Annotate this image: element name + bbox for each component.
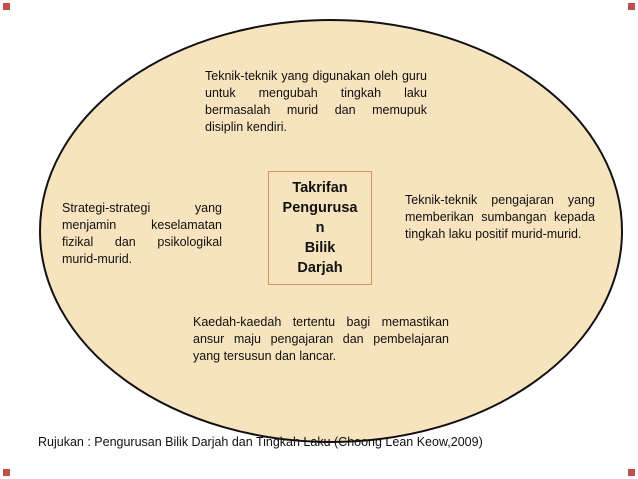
- center-title: Takrifan Pengurusa n Bilik Darjah: [282, 180, 358, 276]
- reference-citation: Rujukan : Pengurusan Bilik Darjah dan Tingkah Laku (Choong Lean Keow,2009): [38, 435, 483, 449]
- center-definition-box: [268, 171, 372, 285]
- text-right-teaching-techniques: Teknik-teknik pengajaran yang memberikan sumbangan kepada tingkah laku positif murid-murid.: [405, 193, 595, 241]
- text-top-techniques: Teknik-teknik yang digunakan oleh guru untuk mengubah tingkah laku bermasalah murid dan memupuk disiplin kendiri.: [205, 69, 427, 134]
- text-left-strategies: Strategi-strategi yang menjamin keselamatan fizikal dan psikologikal murid-murid.: [62, 201, 222, 266]
- text-bottom-methods: Kaedah-kaedah tertentu bagi memastikan ansur maju pengajaran dan pembelajaran yang tersusun dan lancar.: [193, 315, 449, 363]
